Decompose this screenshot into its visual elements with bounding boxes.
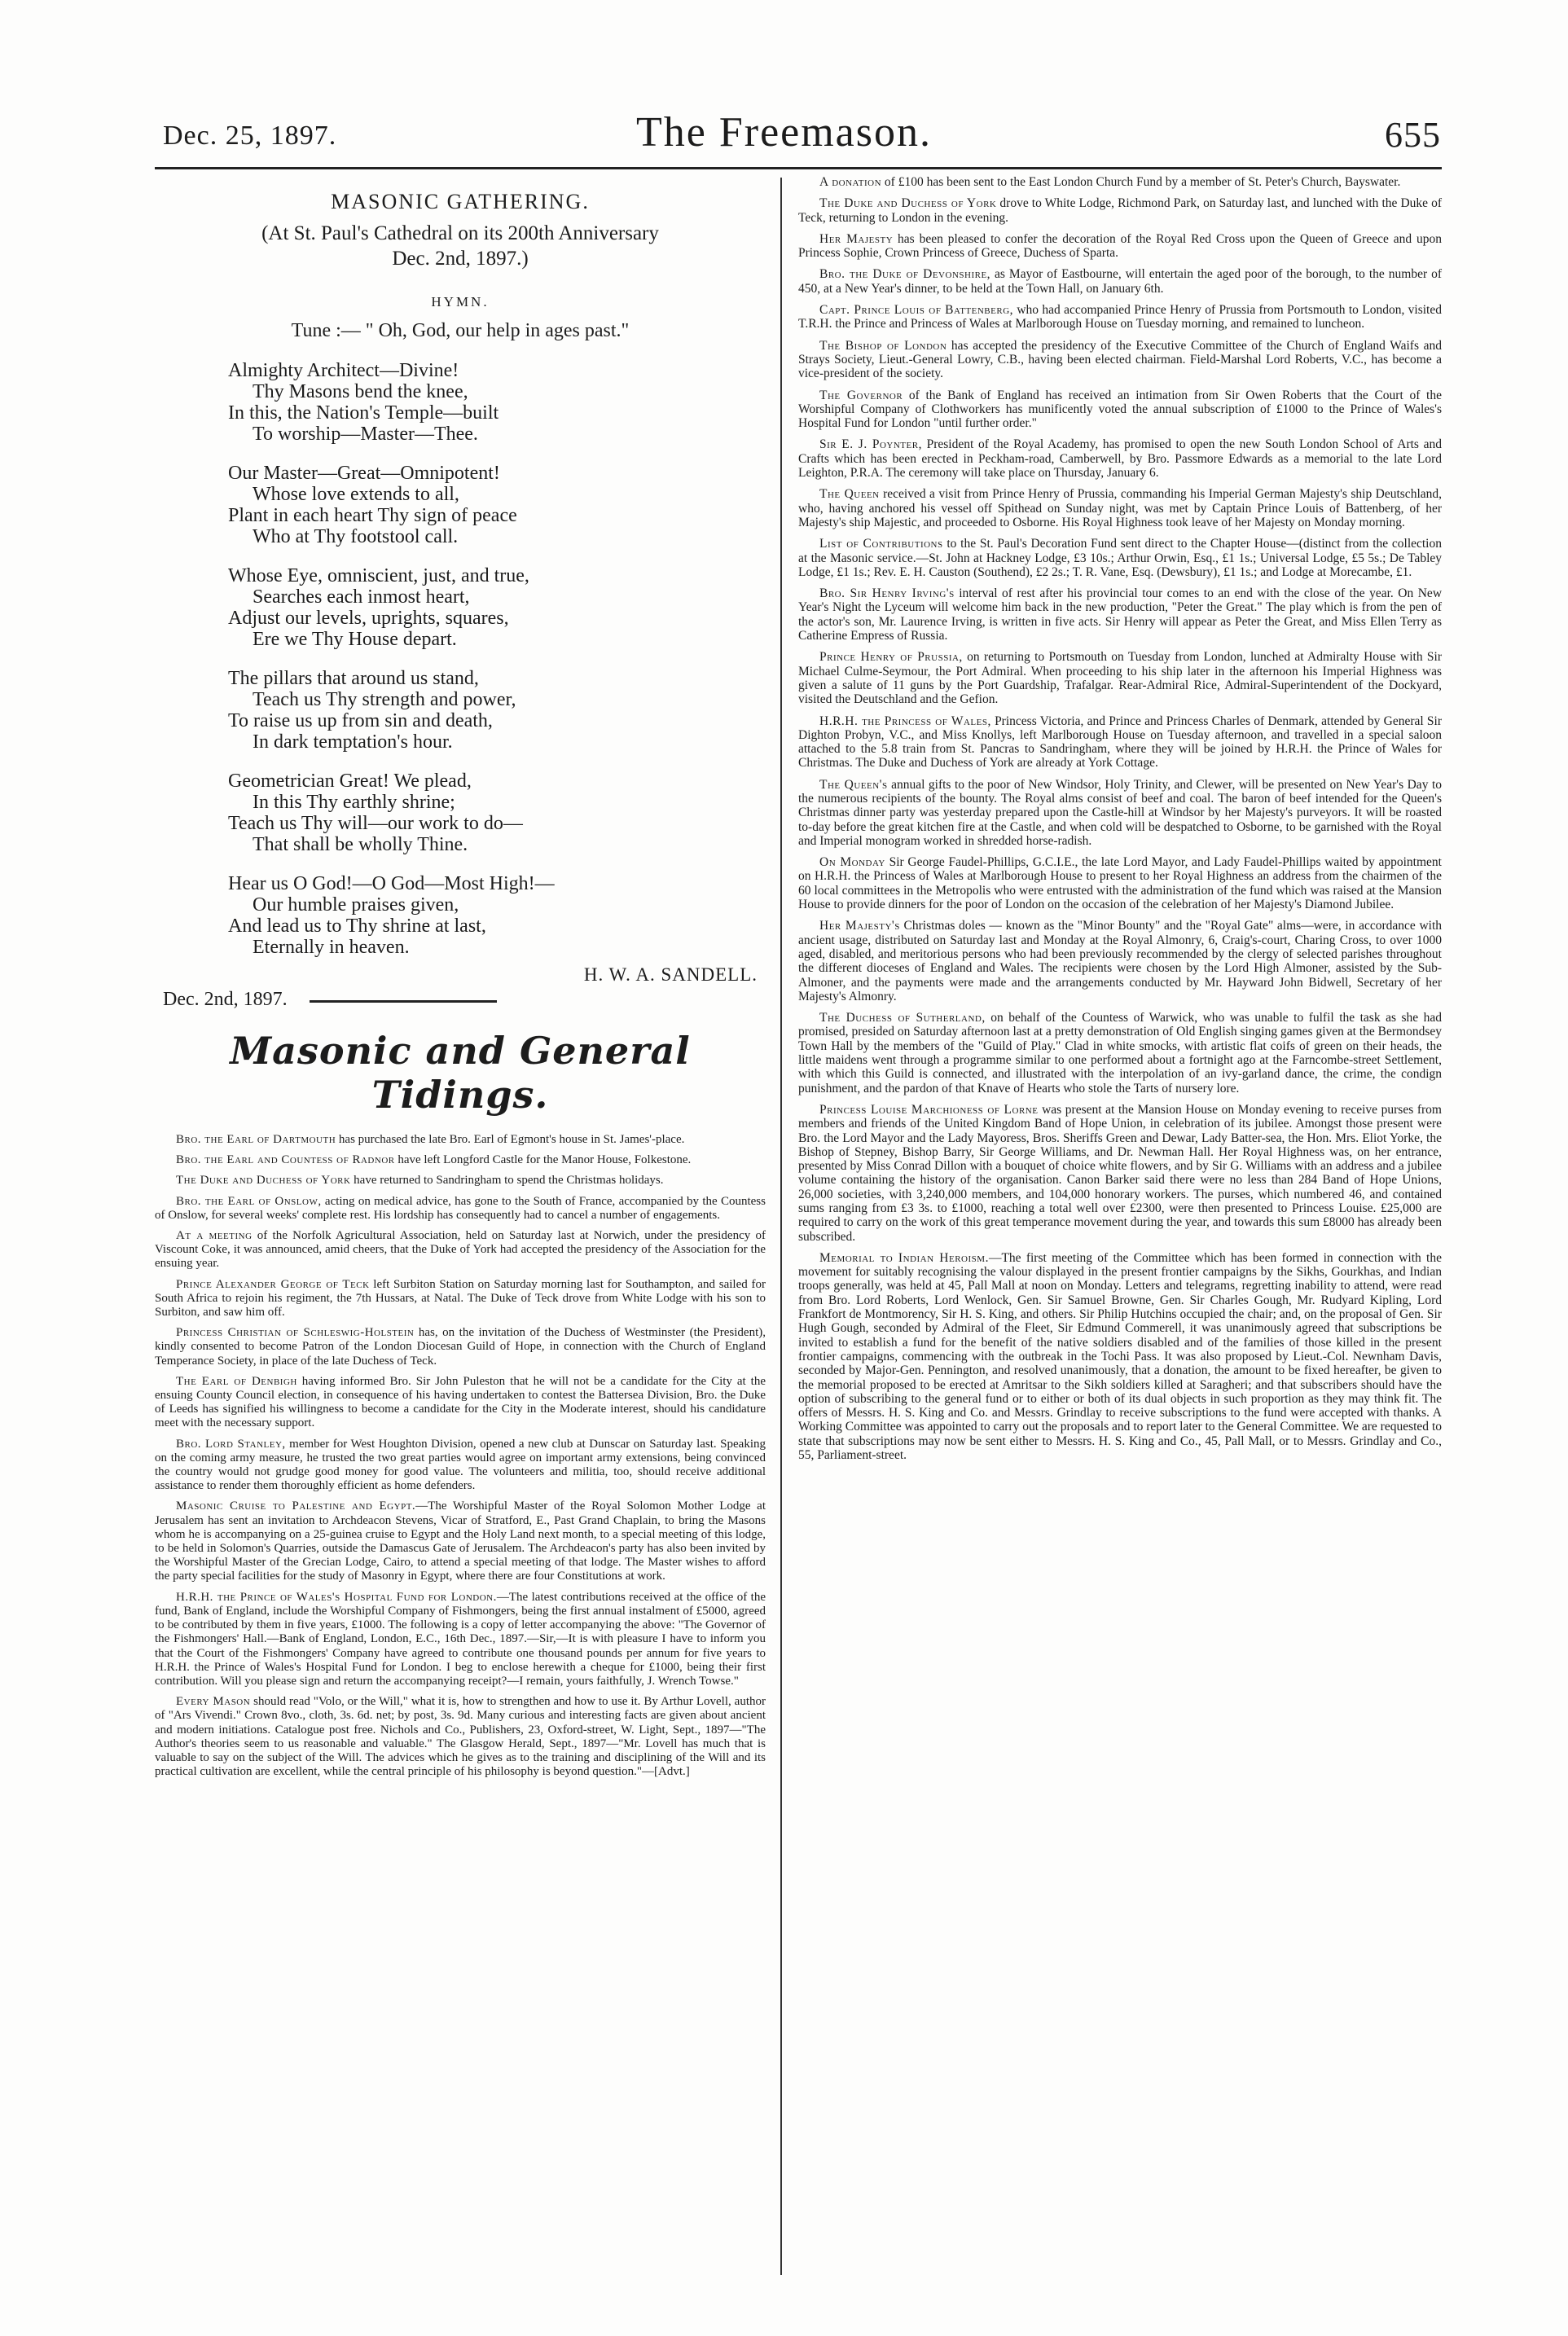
- hymn-line: Our Master—Great—Omnipotent!: [228, 463, 500, 484]
- gathering-title: MASONIC GATHERING.: [331, 190, 590, 213]
- news-item-lead: A donation: [819, 175, 882, 189]
- hymn-line: To worship—Master—Thee.: [253, 424, 478, 445]
- news-item-text: drove to White Lodge, Richmond Park, on Saturday last, and lunched with the Duke of Teck, returning to London in the evening.: [798, 196, 1442, 225]
- news-item-text: left Surbiton Station on Saturday morning last for Southampton, and sailed for South Africa to rejoin his regiment, the 7th Hussars, at Natal. The Duke of Teck drove from White Lodge with his son to Surbiton, and saw him off.: [155, 1277, 766, 1319]
- news-item: [155, 1695, 766, 1779]
- hymn-line: Whose Eye, omniscient, just, and true,: [228, 565, 529, 586]
- gathering-subtitle-date: Dec. 2nd, 1897.): [392, 248, 529, 270]
- news-item: [798, 1103, 1442, 1244]
- left-news-items: [155, 1133, 766, 1779]
- hymn-line: Teach us Thy strength and power,: [253, 689, 516, 710]
- news-item-text: —The first meeting of the Committee which has been formed in connection with the movement for suitably recognising the valour displayed in the present frontier campaigns by the Sikhs, Gourkhas, and Indian troops generally, was held at 45, Pall Mall at noon on Monday. Letters and telegrams, regretting inability to attend, were read from Bro. Lord Roberts, Lord Wenlock, Gen. Sir Samuel Browne, Gen. Sir Charles Gough, Mr. Rudyard Kipling, Lord Frankfort de Montmorency, Sir H. S. King, and others. Sir Philip Hutchins occupied the chair; and, on the proposal of Gen. Sir Hugh Gough, seconded by Admiral of the Fleet, Sir Edmund Commerell, it was unanimously agreed that subscriptions be invited to establish a fund for the benefit of the native soldiers disabled and of the families of those killed in the present frontier campaigns, commencing with the outbreak in the Tochi Pass. It was also proposed by Lieut.-Col. Newnham Davis, seconded by Major-Gen. Pennington, and resolved unanimously, that a donation, the amount to be fixed hereafter, be given to the memorial proposed to be erected at Amritsar to the Sikh soldiers killed at Saragheri; and that subscribers should have the option of subscribing to the general fund or to either or both of its dual objects in such proportion as they may think fit. The offers of Messrs. H. S. King and Co. and Messrs. Grindlay to receive subscriptions to the fund were accepted with thanks. A Working Committee was appointed to carry out the proposals and to report later to the General Committee. We are requested to state that subscriptions may now be sent either to Messrs. H. S. King and Co., 45, Pall Mall, or to Messrs. Grindlay and Co., 55, Parliament-street.: [798, 1250, 1442, 1463]
- masthead-rule: [155, 167, 1442, 169]
- news-item: [798, 537, 1442, 579]
- news-item: [798, 196, 1442, 225]
- news-item: [798, 855, 1442, 911]
- hymn-stanza: [155, 463, 766, 547]
- news-item-text: has accepted the presidency of the Executive Committee of the Church of England Waifs and Strays Society, Lieut.-General Lowry, C.B., having been elected chairman. Field-Marshal Lord Roberts, V.C., has become a vice-president of the society.: [798, 338, 1442, 381]
- news-item-lead: The Earl of Denbigh: [176, 1374, 297, 1388]
- news-item-lead: Capt. Prince Louis of Battenberg,: [819, 303, 1014, 318]
- hymn-date: [163, 989, 766, 1011]
- news-item: [798, 339, 1442, 381]
- news-item-lead: The Duchess of Sutherland,: [819, 1011, 986, 1025]
- news-item: [798, 437, 1442, 480]
- hymn-line: Adjust our levels, uprights, squares,: [228, 608, 509, 629]
- news-item: [798, 487, 1442, 529]
- news-item: [798, 1251, 1442, 1462]
- hymn-line: Eternally in heaven.: [253, 937, 410, 958]
- news-item: [798, 175, 1442, 189]
- news-item: [155, 1229, 766, 1271]
- newspaper-title: The Freemason.: [635, 109, 932, 156]
- news-item-text: Christmas doles — known as the "Minor Bounty" and the "Royal Gate" alms—were, in accordance with ancient usage, distributed on Saturday last and Monday at the Royal Almonry, 6, Craig's-court, Charing Cross, to over 1000 aged, disabled, and meritorious persons who had been previously recommended by the clergy of selected parishes throughout the different dioceses of England and Wales. The recipients were chosen by the Lord High Almoner, assisted by the Sub-Almoner, and the payments were made and the arrangements conducted by Mr. Hayward John Bidwell, Secretary of her Majesty's Almonry.: [798, 919, 1442, 1003]
- news-item: [798, 778, 1442, 848]
- hymn-line: Who at Thy footstool call.: [253, 526, 459, 547]
- news-item-lead: Princess Christian of Schleswig-Holstein: [176, 1326, 415, 1340]
- hymn-stanza: [155, 360, 766, 445]
- hymn-author: H. W. A. SANDELL.: [583, 964, 758, 985]
- hymn-line: In dark temptation's hour.: [253, 731, 453, 753]
- left-column: [155, 183, 766, 1785]
- news-item-text: should read "Volo, or the Will," what it is, how to strengthen and how to use it. By Arthur Lovell, author of "Ars Vivendi." Crown 8vo., cloth, 3s. 6d. net; by post, 3s. 9d. Many curious and interesting facts are given about ancient and modern initiations. Catalogue post free. Nichols and Co., Publishers, 23, Oxford-street, W. Light, Sept., 1897—"The Author's theories seem to us reasonable and valuable." The Glasgow Herald, Sept., 1897—"Mr. Lovell has much that is valuable to say on the subject of the Will. The advices which he gives as to the training and disciplining of the Will and its practical cultivation are excellent, while the central principle of his philosophy is beyond question."—[Advt.]: [155, 1695, 766, 1779]
- news-item-lead: Every Mason: [176, 1695, 251, 1709]
- news-item-text: of the Bank of England has received an intimation from Sir Owen Roberts that the Court of the Worshipful Company of Clothworkers has munificently voted the annual subscription of £1000 to the Prince of Wales's Hospital Fund for London "until further order.": [798, 388, 1442, 431]
- news-item-text: have returned to Sandringham to spend the Christmas holidays.: [350, 1174, 664, 1188]
- hymn-line: The pillars that around us stand,: [228, 668, 479, 689]
- news-item-lead: Memorial to Indian Heroism.: [819, 1250, 989, 1265]
- news-item: [155, 1326, 766, 1368]
- news-item-lead: Bro. Sir Henry Irving's: [819, 586, 955, 601]
- news-item-lead: The Governor: [819, 388, 903, 402]
- right-news-items: [798, 175, 1442, 1462]
- news-item-lead: Princess Louise Marchioness of Lorne: [819, 1102, 1039, 1117]
- hymn-line: Our humble praises given,: [253, 894, 459, 916]
- news-item: [155, 1278, 766, 1320]
- news-item-text: acting on medical advice, has gone to the South of France, accompanied by the Countess of Onslow, for several weeks' complete rest. His lordship has consequently had to cancel a number of engagements.: [155, 1194, 766, 1222]
- news-item-lead: List of Contributions: [819, 537, 943, 551]
- news-item-lead: Bro. Lord Stanley,: [176, 1437, 286, 1451]
- gathering-subtitle: (At St. Paul's Cathedral on its 200th Anniversary: [261, 222, 659, 244]
- hymn-line: Ere we Thy House depart.: [253, 629, 457, 650]
- news-item-text: as Mayor of Eastbourne, will entertain the aged poor of the borough, to the number of 450, at a New Year's dinner, to be held at the Town Hall, on January 6th.: [798, 267, 1442, 296]
- news-item-lead: Her Majesty's: [819, 919, 900, 933]
- news-item-lead: H.R.H. the Princess of Wales,: [819, 714, 991, 728]
- hymn-stanza: [155, 873, 766, 958]
- issue-date: Dec. 25, 1897.: [163, 121, 337, 151]
- hymn-line: Thy Masons bend the knee,: [253, 381, 468, 402]
- news-item: [798, 1011, 1442, 1096]
- news-item: [155, 1133, 766, 1147]
- hymn-date-rule: [310, 1000, 497, 1003]
- news-item-lead: Prince Henry of Prussia,: [819, 650, 963, 665]
- news-item-text: on behalf of the Countess of Warwick, who was unable to fulfil the task as she had promised, presided on Saturday afternoon last at a pretty demonstration of Old English singing games given at the Bermondsey Town Hall by the members of the "Guild of Play." Clad in white smocks, with artistic flat coifs of green on their heads, the little maidens went through a programme similar to one performed about a fortnight ago at the Farncombe-street Settlement, with which this Guild is connected, and illustrated with the interpolation of an ivy-garland dance, the crime, the condign punishment, and the pardon of that Knave of Hearts who stole the Tarts of nursery lore.: [798, 1011, 1442, 1096]
- column-divider: [780, 178, 782, 2275]
- hymn-line: Almighty Architect—Divine!: [228, 360, 459, 381]
- news-item-text: annual gifts to the poor of New Windsor, Holy Trinity, and Clewer, will be presented on New Year's Day to the numerous recipients of the bounty. The Royal alms consist of beef and coal. The baron of beef intended for the Queen's Christmas dinner party was yesterday prepared upon the Castle-hill at Windsor by her Majesty's purveyors. It will be roasted to-day before the great kitchen fire at the Castle, and when cold will be despatched to Osborne, to be garnished with the Royal and Imperial monogram worked in shredded horse-radish.: [798, 777, 1443, 848]
- news-item: [155, 1375, 766, 1431]
- hymn-line: Geometrician Great! We plead,: [228, 771, 472, 792]
- news-item-lead: At a meeting: [176, 1229, 253, 1243]
- news-item-text: on returning to Portsmouth on Tuesday from London, lunched at Admiralty House with Sir Michael Culme-Seymour, the Port Admiral. When proceeding to his ship later in the afternoon his Imperial Highness was given a salute of 11 guns by the Port Guardship, Trafalgar. Rear-Admiral Rice, Admiral-Superintendent of the Dockyard, visited the Deutschland and the Gefion.: [798, 650, 1442, 707]
- hymn-line: Hear us O God!—O God—Most High!—: [228, 873, 555, 894]
- news-item: [798, 267, 1442, 296]
- news-item-lead: Sir E. J. Poynter,: [819, 437, 922, 452]
- news-item-lead: Bro. the Earl and Countess of Radnor: [176, 1153, 395, 1167]
- hymn-tune: Tune :— " Oh, God, our help in ages past.": [291, 320, 630, 341]
- hymn-line: Whose love extends to all,: [253, 484, 459, 505]
- hymn-line: Teach us Thy will—our work to do—: [228, 813, 523, 834]
- news-item-text: was present at the Mansion House on Monday evening to receive purses from members and friends of the United Kingdom Band of Hope Union, in celebration of its jubilee. Amongst those present were Bro. the Lord Mayor and the Lady Mayoress, Bros. Sheriffs Green and Dewar, Lady Batter-sea, the Hon. Mrs. Eliot Yorke, the Bishop of Stepney, Bishop Barry, Sir George Williams, and Dr. Newman Hall. Her Royal Highness was, on her entrance, presented by Miss Conrad Dillon with a bouquet of choice white flowers, and by Sir G. Williams with an address and a jubilee volume containing the history of the organisation. Canon Barker said there were no less than 284 Band of Hope Unions, 26,000 societies, with 3,240,000 members, and 104,000 honorary workers. The purses, which numbered 46, and contained sums ranging from £3 3s. to £1000, reaching a total well over £2300, were then presented to Princess Louise. £25,000 are required to carry on the work of this great temperance movement during the year, and towards this sum £8000 has already been subscribed.: [798, 1102, 1442, 1244]
- hymn-stanzas: [155, 360, 766, 958]
- news-item-lead: Bro. the Earl of Dartmouth: [176, 1133, 336, 1146]
- hymn-line: That shall be wholly Thine.: [253, 834, 468, 855]
- news-item-text: has been pleased to confer the decoration of the Royal Red Cross upon the Queen of Greece and upon Princess Sophie, Crown Princess of Greece, Duchess of Sparta.: [798, 231, 1442, 261]
- news-item-text: to the St. Paul's Decoration Fund sent direct to the Chapter House—(distinct from the collection at the Masonic service.—St. John at Hackney Lodge, £3 10s.; Arthur Orwin, Esq., £1 1s.; Universal Lodge, £5 5s.; De Tabley Lodge, £1 1s.; Rev. E. H. Causton (Southend), £2 2s.; T. R. Vane, Esq. (Dewsbury), £1 1s.; and Lodge at Morecambe, £1.: [798, 537, 1442, 579]
- news-item-text: —The latest contributions received at the office of the fund, Bank of England, include the Worshipful Company of Fishmongers, being the first annual instalment of £5000, agreed to be contributed by them in five years, £1000. The following is a copy of letter accompanying the above: "The Governor of the Fishmongers' Hall.—Bank of England, London, E.C., 16th Dec., 1897.—Sir,—It is with pleasure I have to inform you that the Court of the Fishmongers' Company have agreed to contribute one thousand pounds per annum for five years to H.R.H. the Prince of Wales's Hospital Fund for London. I beg to enclose herewith a cheque for £1000, being their first contribution. Will you please sign and return the accompanying receipt?—I remain, yours faithfully, J. Wrench Towse.": [155, 1590, 766, 1688]
- news-item: [798, 586, 1442, 643]
- section-title: Masonic and General Tidings.: [230, 1029, 691, 1117]
- news-item: [155, 1438, 766, 1494]
- hymn-line: Searches each inmost heart,: [253, 586, 470, 608]
- news-item-lead: The Queen: [819, 487, 880, 502]
- news-item-lead: H.R.H. the Prince of Wales's Hospital Fund for London.: [176, 1590, 497, 1604]
- news-item: [798, 919, 1442, 1003]
- news-item: [798, 714, 1442, 771]
- news-item-lead: The Duke and Duchess of York: [176, 1174, 351, 1188]
- news-item-lead: On Monday: [819, 855, 885, 870]
- news-item-lead: Bro. the Duke of Devonshire,: [819, 267, 991, 282]
- news-item-lead: The Bishop of London: [819, 338, 947, 353]
- news-item: [798, 389, 1442, 431]
- news-item: [155, 1591, 766, 1688]
- news-item-text: received a visit from Prince Henry of Prussia, commanding his Imperial German Majesty's ship Deutschland, who, having anchored his vessel off Spithead on Sunday night, was met by Captain Prince Louis of Battenberg, of her Majesty's ship Majestic, and proceeded to Osborne. His Royal Highness took leave of her Majesty on Monday morning.: [798, 487, 1442, 529]
- news-item-text: have left Longford Castle for the Manor House, Folkestone.: [394, 1153, 692, 1167]
- news-item-text: of the Norfolk Agricultural Association, held on Saturday last at Norwich, under the presidency of Viscount Coke, it was announced, amid cheers, that the Duke of York had accepted the presidency of the Association for the ensuing year.: [155, 1229, 766, 1271]
- news-item-lead: The Queen's: [819, 777, 888, 792]
- hymn-line: In this, the Nation's Temple—built: [228, 402, 499, 424]
- news-item: [155, 1195, 766, 1223]
- news-item: [155, 1500, 766, 1583]
- news-item-text: —The Worshipful Master of the Royal Solomon Mother Lodge at Jerusalem has sent an invitation to Archdeacon Stevens, Vicar of Stratford, E., Past Grand Chaplain, to bring the Masons whom he is accompanying on a 25-guinea cruise to Egypt and the Holy Land next month, to a special meeting of this lodge, to be held in Solomon's Quarries, outside the Damascus Gate of Jerusalem. The Archdeacon's party has also been invited by the Worshipful Master of the Grecian Lodge, Cairo, to attend a special meeting of that lodge. The Master wishes to afford the party special facilities for the study of Masonry in Egypt, where there are four Constitutions at work.: [155, 1500, 766, 1583]
- news-item-lead: Prince Alexander George of Teck: [176, 1277, 370, 1291]
- hymn-label: HYMN.: [431, 294, 490, 310]
- hymn-stanza: [155, 771, 766, 855]
- hymn-line: In this Thy earthly shrine;: [253, 792, 455, 813]
- news-item: [798, 650, 1442, 706]
- news-item: [155, 1153, 766, 1167]
- news-item-lead: Masonic Cruise to Palestine and Egypt.: [176, 1500, 416, 1513]
- news-item-lead: Her Majesty: [819, 231, 894, 246]
- news-item-text: having informed Bro. Sir John Puleston that he will not be a candidate for the City at the ensuing County Council election, in consequence of his having undertaken to contest the Battersea Division, Bro. the Duke of Leeds has signified his willingness to become a candidate for the City in the Moderate interest, should his candidature meet with the necessary support.: [155, 1374, 766, 1430]
- news-item: [155, 1174, 766, 1188]
- news-item-text: Sir George Faudel-Phillips, G.C.I.E., the late Lord Mayor, and Lady Faudel-Phillips waited by appointment on H.R.H. the Princess of Wales at Marlborough House to present to her Royal Highness an address from the chairmen of the 60 local committees in the Metropolis who were entrusted with the administration of the fund which was raised at the Mansion House to provide dinners for the poor of London on the occasion of the celebration of her Majesty's Diamond Jubilee.: [798, 855, 1442, 912]
- right-column: [798, 175, 1442, 1469]
- hymn-line: To raise us up from sin and death,: [228, 710, 493, 731]
- news-item-lead: The Duke and Duchess of York: [819, 196, 997, 211]
- news-item: [798, 303, 1442, 332]
- news-item-text: member for West Houghton Division, opened a new club at Dunscar on Saturday last. Speaking on the coming army measure, he trusted the two great parties would agree on important army extensions, being convinced the country would not grudge good money for good value. The volunteers and militia, too, should receive additional assistance to render them thoroughly efficient as home defenders.: [155, 1437, 766, 1493]
- news-item-text: has purchased the late Bro. Earl of Egmont's house in St. James'-place.: [336, 1133, 685, 1146]
- page-number: 655: [1385, 115, 1441, 155]
- news-item-text: interval of rest after his provincial tour comes to an end with the close of the year. On New Year's Night the Lyceum will welcome him back in the new production, "Peter the Great." The play which is from the pen of the actor's son, Mr. Laurence Irving, is written in five acts. Sir Henry will appear as Peter the Great, and Miss Ellen Terry as Catherine Empress of Russia.: [798, 586, 1443, 643]
- news-item-text: President of the Royal Academy, has promised to open the new South London School of Arts and Crafts which has been erected in Peckham-road, Camberwell, by Bro. Passmore Edwards as a memorial to the late Lord Leighton, P.R.A. The ceremony will take place on Thursday, January 6.: [798, 437, 1442, 481]
- hymn-stanza: [155, 668, 766, 753]
- news-item-text: of £100 has been sent to the East London Church Fund by a member of St. Peter's Church, Bayswater.: [881, 175, 1401, 189]
- hymn-line: Plant in each heart Thy sign of peace: [228, 505, 517, 526]
- hymn-line: And lead us to Thy shrine at last,: [228, 916, 486, 937]
- news-item-text: who had accompanied Prince Henry of Prussia from Portsmouth to London, visited T.R.H. the Prince and Princess of Wales at Marlborough House on Tuesday morning, and remained to luncheon.: [798, 303, 1442, 332]
- news-item-text: has, on the invitation of the Duchess of Westminster (the President), kindly consented to become Patron of the London Diocesan Guild of Hope, in connection with the Church of England Temperance Society, in place of the late Duchess of Teck.: [155, 1326, 766, 1368]
- hymn-stanza: [155, 565, 766, 650]
- news-item: [798, 232, 1442, 261]
- hymn-date-text: Dec. 2nd, 1897.: [163, 989, 288, 1010]
- news-item-lead: Bro. the Earl of Onslow,: [176, 1194, 322, 1208]
- news-item-text: Princess Victoria, and Prince and Princess Charles of Denmark, attended by General Sir Dighton Probyn, V.C., and Miss Knollys, left Marlborough House on Tuesday afternoon, and travelled in a special saloon attached to the 5.8 train from St. Pancras to Sandringham, where they will be joined by H.R.H. the Prince of Wales for Christmas. The Duke and Duchess of York are already at York Cottage.: [798, 714, 1442, 771]
